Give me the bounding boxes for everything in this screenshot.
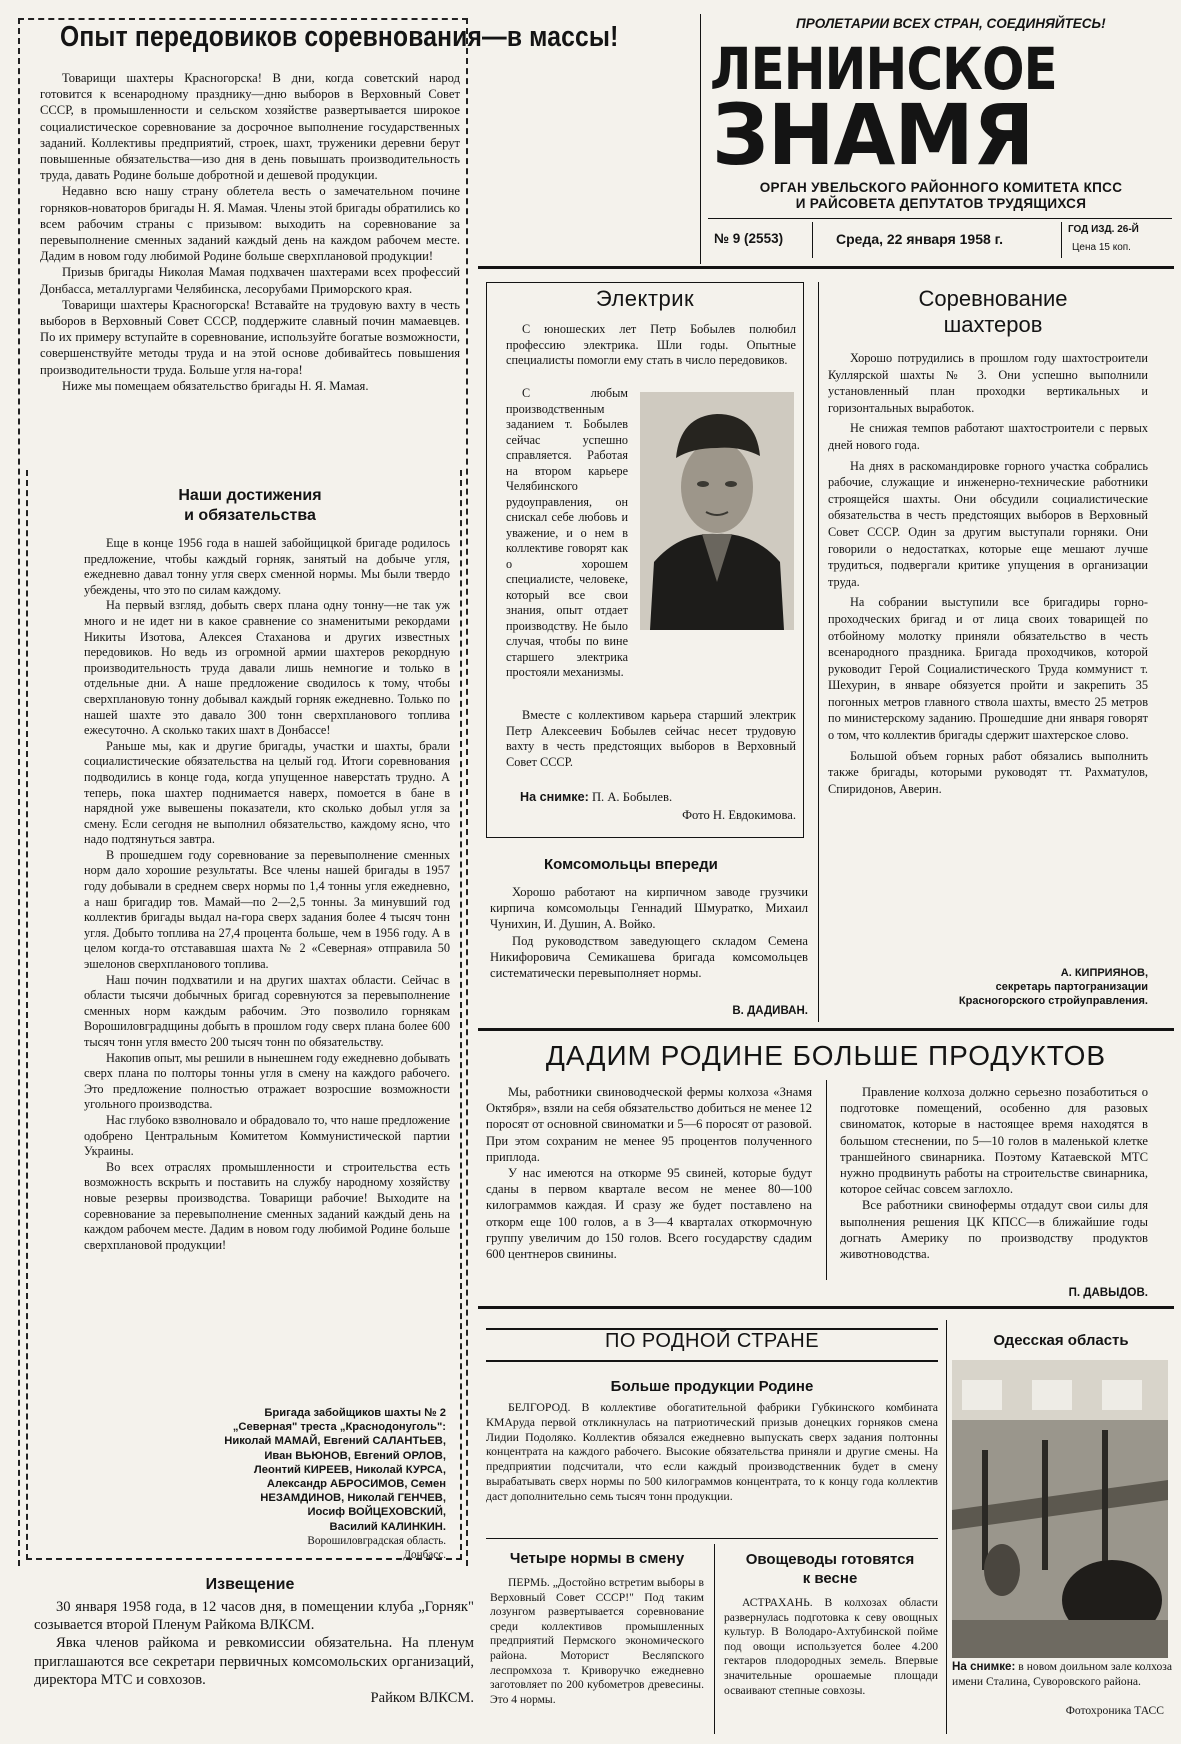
produce-left	[486, 1084, 812, 1262]
masthead-date: Среда, 22 января 1958 г.	[836, 231, 1003, 247]
caption-label: На снимке:	[952, 1660, 1016, 1673]
competition-paragraph: Хорошо потрудились в прошлом году шахтостроители Куллярской шахты № 3. Они успешно выполнили установленный план проходки вертикальных и горизонтальных выработок.	[828, 351, 1148, 415]
produce-paragraph: У нас имеются на откорме 95 свиней, которые будут сданы в первом квартале весом не менее 80—100 килограммов каждая. И сразу же будет поставлено на откорм еще 100 голов, а в 3—4 кварталах откормочную группу увеличим до 150 голов. Всего государству сдадим 600 центнеров свинины.	[486, 1166, 812, 1262]
signature-line: Николай МАМАЙ, Евгений САЛАНТЬЕВ,	[224, 1435, 446, 1448]
produce-paragraph: Все работники свинофермы отдадут свои силы для выполнения решения ЦК КПСС—в ближайшие годы догнать Америку по производству продуктов животноводства.	[840, 1198, 1148, 1262]
electrician-para2: Вместе с коллективом карьера старший электрик Петр Алексеевич Бобылев сейчас несет трудовую вахту в честь предстоящих выборов в Верховный Совет СССР.	[506, 708, 796, 769]
electrician-credit: Фото Н. Евдокимова.	[682, 808, 796, 822]
portrait-icon	[640, 392, 794, 630]
signature-line: Иван ВЬЮНОВ, Евгений ОРЛОВ,	[264, 1449, 446, 1462]
lead-body	[40, 70, 460, 394]
competition-paragraph: На собрании выступили все бригадиры горно-проходческих бригад и от лица своих товарищей по отбойному молотку приняли обязательство в честь всенародного праздника. Бригада проходчиков, которой руководит Герой Социалистического Труда коммунист т. Шехурин, в январе обязуется пройти и закрепить 35 погонных метров главного ствола шахты, вместо 25 метров по министерскому заданию. Прошедшие дни января говорят о том, что коллектив бригады сдержит шахтерское слово.	[828, 595, 1148, 743]
section-rule	[478, 1028, 1174, 1031]
notice-body	[34, 1598, 474, 1707]
electrician-intro: С юношеских лет Петр Бобылев полюбил профессию электрика. Шли годы. Опытные специалисты помогли ему стать в число передовиков.	[506, 322, 796, 368]
lead-paragraph: Недавно всю нашу страну облетела весть о замечательном почине горняков-новаторов бригады Н. Я. Мамая. Члены этой бригады обратились ко всем рабочим страны с призывом: выходить на соревнование за перевыполнение сменных заданий каждый день на каждом рабочем месте. Дадим в новом году любимой Родине больше сверхплановой продукции!	[40, 184, 460, 264]
masthead-year: ГОД ИЗД. 26-Й	[1068, 224, 1139, 235]
electrician-caption	[520, 790, 800, 805]
column-divider	[826, 1080, 827, 1280]
veg-headline-line: к весне	[802, 1570, 858, 1587]
competition-paragraph: Большой объем горных работ обязались выполнить также бригады, которыми руководят тт. Рахматулов, Спиридонов, Аверин.	[828, 748, 1148, 796]
milking-hall-icon	[952, 1360, 1168, 1658]
caption-text: в новом доильном зале колхоза имени Сталина, Суворовского района.	[952, 1660, 1172, 1688]
brigade-paragraph: Еще в конце 1956 года в нашей забойщицкой бригаде родилось предложение, чтобы каждый горняк, занятый на добыче угля, ежедневно давал тонну угля сверх сменной нормы. Мы были твердо убеждены, что это по силам каждому.	[84, 536, 450, 597]
brigade-paragraph: На первый взгляд, добыть сверх плана одну тонну—не так уж много и не идет ни в какое сравнение со знаменитыми рекордами Никиты Изотова, Алексея Стаханова и других известных передовиков. Но ведь из огромной армии шахтеров рекордную производительность труда давали лишь немногие и только в отдельные дни. А наше предложение сводилось к тому, чтобы сверхплановую тонну добывал каждый горняк ежедневно. Только по нашей шахте это давало 300 тонн сверхпланового топлива ежесуточно. А сколько таких шахт в Донбассе!	[84, 598, 450, 738]
produce-paragraph: Мы, работники свиноводческой фермы колхоза «Знамя Октября», взяли на себя обязательство добиться не менее 12 поросят от основной свиноматки и 5—6 поросят от разовой. При этом сохраним не менее 95 процентов полученного приплода.	[486, 1085, 812, 1164]
notice-signature: Райком ВЛКСМ.	[370, 1690, 474, 1707]
masthead-organ	[710, 180, 1172, 212]
brigade-paragraph: Раньше мы, как и другие бригады, участки и шахты, брали социалистические обязательства на целый год. Итоги соревнования подводились в конце года, когда упущенное наверстать трудно. А теперь, пока шахтер поднимается наверх, помоется в бане в нарядной уже вывешены показатели, кто сколько добыл угля за смену. Если сегодня не выполнил обязательство, каждому ясно, что надо подтянуться завтра.	[84, 738, 450, 847]
lead-paragraph: Товарищи шахтеры Красногорска! Вставайте на трудовую вахту в честь выборов в Верховный Совет СССР, поддержите славный почин мамаевцев. По их примеру вступайте в соревнование, используйте богатые возможности, совершенствуйте методы труда и на этой основе добивайтесь повышения производительности труда. Больше угля на-гора!	[40, 297, 460, 377]
masthead-separator	[1061, 222, 1062, 258]
notice-paragraph: Явка членов райкома и ревкомиссии обязательна. На пленум приглашаются все секретари первичных комсомольских организаций, директора МТС и совхозов.	[34, 1635, 474, 1688]
electrician-photo	[640, 392, 794, 630]
notice-headline: Извещение	[205, 1576, 295, 1593]
masthead-organ-line: ОРГАН УВЕЛЬСКОГО РАЙОННОГО КОМИТЕТА КПСС	[759, 180, 1123, 195]
column-divider	[818, 282, 819, 1022]
komsomol-signature: В. ДАДИВАН.	[732, 1005, 808, 1017]
competition-headline-line: Соревнование	[918, 286, 1068, 311]
brigade-paragraph: Во всех отраслях промышленности и строительства есть возможность вскрыть и поставить на службу народному хозяйству новые резервы производства. Товарищи рабочие! Выходите на соревнование за перевыполнение сменных заданий каждый день на каждом рабочем месте. Дадим в новом году любимой Родине больше сверхплановой продукции!	[84, 1159, 450, 1252]
notice-paragraph: 30 января 1958 года, в 12 часов дня, в помещении клуба „Горняк" созывается второй Пленум Райкома ВЛКСМ.	[34, 1599, 474, 1634]
competition-headline	[828, 286, 1158, 338]
veg-headline-line: Овощеводы готовятся	[745, 1551, 915, 1568]
competition-paragraph: Не снижая темпов работают шахтостроители с первых дней нового года.	[828, 421, 1148, 452]
odessa-caption	[952, 1660, 1172, 1689]
competition-signature	[900, 966, 1148, 1008]
komsomol-paragraph: Хорошо работают на кирпичном заводе грузчики кирпича комсомольцы Геннадий Шмуратко, Михаил Чунихин, И. Душин, А. Войко.	[490, 885, 808, 932]
country-four-headline: Четыре нормы в смену	[509, 1550, 685, 1567]
signature-org: Красногорского стройуправления.	[958, 995, 1148, 1007]
subsection-rule	[486, 1538, 938, 1539]
produce-paragraph: Правление колхоза должно серьезно позаботиться о подготовке помещений, особенно для разовых свиноматок, которые в настоящее время находятся в большом стеснении, по 5—10 голов в маленькой клетке траншейного свинарника. Поэтому Катаевской МТС нужно продвинуть работы на строительстве свинарника, которое сейчас совсем заглохло.	[840, 1085, 1148, 1197]
signature-line: Леонтий КИРЕЕВ, Николай КУРСА,	[253, 1463, 446, 1476]
produce-headline: ДАДИМ РОДИНЕ БОЛЬШЕ ПРОДУКТОВ	[545, 1040, 1107, 1071]
signature-role: секретарь партогранизации	[995, 981, 1148, 993]
lead-headline: Опыт передовиков соревнования—в массы!	[60, 21, 619, 53]
masthead-price: Цена 15 коп.	[1072, 242, 1131, 253]
signature-line: „Северная" треста „Краснодонуголь":	[232, 1421, 446, 1434]
masthead-slogan: ПРОЛЕТАРИИ ВСЕХ СТРАН, СОЕДИНЯЙТЕСЬ!	[796, 16, 1106, 31]
komsomol-paragraph: Под руководством заведующего складом Семена Никифоровича Семикашева бригада комсомольцев систематически перевыполняет нормы.	[490, 933, 808, 981]
brigade-headline-line: и обязательства	[184, 507, 316, 524]
komsomol-body	[490, 884, 808, 981]
country-four-text: ПЕРМЬ. „Достойно встретим выборы в Верховный Совет СССР!" Под таким лозунгом развертывается соревнование среди коллективов промышленных предприятий Пермского экономического района. Моторист Весляпского леспромхоза т. Криворучко ежедневно заготовляет по 200 кубометров древесины. Это 4 нормы.	[490, 1576, 704, 1706]
lead-paragraph: Ниже мы помещаем обязательство бригады Н. Я. Мамая.	[62, 378, 369, 393]
country-more-headline: Больше продукции Родине	[610, 1378, 814, 1395]
komsomol-headline: Комсомольцы впереди	[544, 856, 718, 873]
signature-line: Бригада забойщиков шахты № 2	[264, 1407, 446, 1419]
signature-name: А. КИПРИЯНОВ,	[1060, 967, 1148, 979]
brigade-paragraph: Наш почин подхватили и на других шахтах области. Сейчас в области тысячи добычных бригад соревнуются за перевыполнение сменных норм каждым рабочим. Это позволило горнякам Ворошиловградщины добыть в прошлом году сверх плана более 600 тысяч тонн угля вместо 200 тысяч тонн по обязательству.	[84, 972, 450, 1049]
caption-label: На снимке:	[520, 790, 589, 804]
brigade-paragraph: Нас глубоко взволновало и обрадовало то, что наше предложение одобрено Центральным Комитетом Коммунистической партии Украины.	[84, 1112, 450, 1159]
brigade-paragraph: В прошедшем году соревнование за перевыполнение сменных норм дало хорошие результаты. Все члены нашей бригады в 1957 году добывали в среднем сверх нормы по 1,4 тонны угля ежедневно, а наш бригадир тов. Мамай—по 2—2,5 тонны. За минувший год коллектив бригады выдал на-гора сверх задания более 4 тысяч тонн угля. Добыто топлива на 27,4 процента больше, чем в 1956 году. А в целом когда-то отстававшая шахта № 2 «Северная» отправила 50 эшелонов сверхпланового топлива.	[84, 847, 450, 972]
odessa-photo	[952, 1360, 1168, 1658]
country-section-label: ПО РОДНОЙ СТРАНЕ	[590, 1330, 834, 1353]
country-veg-text: АСТРАХАНЬ. В колхозах области развернулась подготовка к севу овощных культур. В Володаро-Ахтубинской пойме под овощи используется более 4.200 гектаров плодородных земель. Впервые значительные орошаемые площади осваивают степные совхозы.	[724, 1596, 938, 1697]
odessa-credit: Фотохроника ТАСС	[1065, 1704, 1164, 1717]
lead-paragraph: Товарищи шахтеры Красногорска! В дни, когда советский народ готовится к всенародному празднику—дню выборов в Верховный Совет СССР, в промышленности и сельском хозяйстве развертывается широкое социалистическое соревнование за досрочное выполнение государственных заданий. Коллективы предприятий, строек, шахт, труженики деревни берут повышенные обязательства—изо дня в день повышать производительность труда, давать Родине больше добротной и дешевой продукции.	[40, 71, 460, 183]
masthead-rule	[708, 218, 1172, 219]
masthead-title-line2: ЗНАМЯ	[712, 86, 1034, 184]
masthead-separator	[812, 222, 813, 258]
signature-line: Александр АБРОСИМОВ, Семен	[266, 1478, 446, 1491]
electrician-wrap: С любым производственным заданием т. Бобылев сейчас успешно справляется. Работая на втором карьере Челябинского рудоуправления, он снискал себе любовь и уважение, и о нем в коллективе говорят как о хорошем специалисте, человеке, который все свои знания, опыт отдает производству. Не было случая, чтобы по вине старшего электрика простояли механизмы.	[506, 386, 628, 679]
competition-paragraph: На днях в раскомандировке горного участка собрались рабочие, служащие и инженерно-технические работники строящейся шахты. Они обсудили социалистические обязательства в честь предстоящих выборов в Верховный Совет СССР. Один за другим выступали горняки. Они говорили о недостатках, которые еще мешают лучше трудиться, подвергали критике упущения в организации труда.	[828, 458, 1148, 589]
column-divider	[946, 1320, 947, 1734]
brigade-paragraph: Накопив опыт, мы решили в нынешнем году ежедневно добывать сверх плана по полторы тонны угля в смену на каждого рабочего. Это предложение полностью отражает возросшие возможности угольного производства.	[84, 1050, 450, 1112]
brigade-headline-line: Наши достижения	[178, 487, 322, 504]
masthead-organ-line: И РАЙСОВЕТА ДЕПУТАТОВ ТРУДЯЩИХСЯ	[795, 196, 1087, 211]
signature-line: НЕЗАМДИНОВ, Николай ГЕНЧЕВ,	[260, 1492, 446, 1505]
signature-place: Донбасс.	[403, 1549, 446, 1562]
column-divider	[714, 1544, 715, 1734]
electrician-headline: Электрик	[595, 286, 695, 311]
masthead-title-line1: ЛЕНИНСКОЕ	[710, 35, 1057, 103]
signature-line: Василий КАЛИНКИН.	[329, 1520, 446, 1533]
produce-signature: П. ДАВЫДОВ.	[1068, 1287, 1148, 1299]
brigade-headline	[40, 486, 460, 526]
country-more-text: БЕЛГОРОД. В коллективе обогатительной фабрики Губкинского комбината КМАруда первой откликнулась на патриотический призыв донецких горняков смена Лидии Подоляко. Коллектив обязался ежедневно выпускать сверх задания полтонны концентрата на каждого рабочего. Высокие обязательства приняли и другие смены. На предприятии подсчитали, что если каждый производственник будет в смену вырабатывать сверх нормы по 500 килограммов концентрата, то к концу года коллектив даст дополнительно семь тысяч тонн продукции.	[486, 1400, 938, 1503]
brigade-body	[84, 536, 450, 1253]
country-veg-headline	[722, 1550, 938, 1588]
masthead-bottom-rule	[478, 266, 1174, 269]
competition-headline-line: шахтеров	[943, 312, 1043, 337]
masthead-divider	[700, 14, 701, 264]
competition-body	[828, 350, 1148, 797]
masthead-issue: № 9 (2553)	[714, 231, 784, 246]
caption-text: П. А. Бобылев.	[591, 790, 673, 804]
signature-line: Иосиф ВОЙЦЕХОВСКИЙ,	[307, 1506, 446, 1519]
brigade-signature	[150, 1406, 446, 1562]
lead-paragraph: Призыв бригады Николая Мамая подхвачен шахтерами всех профессий Донбасса, металлургами Челябинска, лесорубами Приморского края.	[40, 265, 460, 296]
odessa-headline: Одесская область	[993, 1332, 1129, 1349]
produce-right	[840, 1084, 1148, 1262]
signature-place: Ворошиловградская область.	[307, 1534, 446, 1547]
section-rule	[478, 1306, 1174, 1309]
